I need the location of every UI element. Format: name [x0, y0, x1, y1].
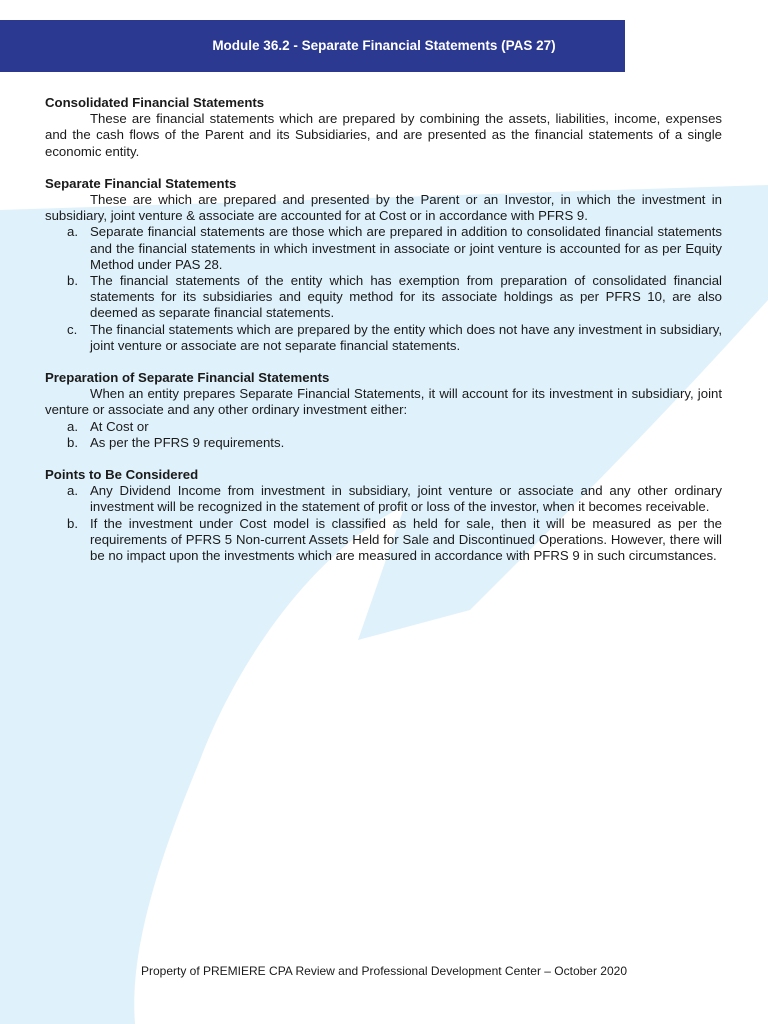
section-separate [45, 176, 722, 354]
document-body [45, 95, 722, 580]
section-title: Points to Be Considered [45, 467, 199, 483]
section-preparation [45, 370, 722, 451]
list-item-text: If the investment under Cost model is classified as held for sale, then it will be measured as per the requirements of PFRS 5 Non-current Assets Held for Sale and Discontinued Operations. However, there will be no impact upon the investments which are measured in accordance with PFRS 9 in such circumstances. [90, 515, 722, 564]
section-paragraph: When an entity prepares Separate Financial Statements, it will account for its investment in subsidiary, joint venture or associate and any other ordinary investment either: [45, 386, 722, 418]
section-title: Preparation of Separate Financial Statements [45, 370, 330, 386]
list-item [45, 516, 722, 565]
list-marker: b. [67, 273, 78, 289]
list-item-text: At Cost or [90, 418, 149, 434]
list-item [45, 322, 722, 354]
list-marker: b. [67, 515, 78, 531]
page-footer: Property of PREMIERE CPA Review and Professional Development Center – October 2020 [140, 964, 627, 978]
list-item [45, 419, 722, 435]
list-item-text: Separate financial statements are those which are prepared in addition to consolidated financial statements and the financial statements in which investment in associate or joint venture is accounted for as per Equity Method under PAS 28. [90, 224, 722, 272]
list-item [45, 273, 722, 322]
section-title: Separate Financial Statements [45, 175, 237, 191]
preparation-list [45, 419, 722, 451]
list-item-text: The financial statements of the entity which has exemption from preparation of consolidated financial statements for its subsidiaries and equity method for its associate holdings as per PFRS 10, are also deemed as separate financial statements. [90, 273, 722, 321]
section-paragraph: These are financial statements which are prepared by combining the assets, liabilities, income, expenses and the cash flows of the Parent and its Subsidiaries, and are presented as the financial statements of a single economic entity. [45, 111, 722, 159]
separate-list [45, 224, 722, 354]
list-marker: c. [67, 321, 78, 337]
list-marker: a. [67, 224, 78, 240]
list-marker: a. [67, 483, 78, 499]
document-title: Module 36.2 - Separate Financial Statements (PAS 27) [212, 38, 556, 53]
section-title: Consolidated Financial Statements [45, 95, 265, 110]
list-item-text: Any Dividend Income from investment in subsidiary, joint venture or associate and any other ordinary investment will be recognized in the statement of profit or loss of the investor, when it becomes receivable. [90, 483, 722, 515]
list-item-text: As per the PFRS 9 requirements. [90, 434, 285, 450]
list-item [45, 435, 722, 451]
section-points [45, 467, 722, 564]
section-consolidated [45, 95, 722, 160]
list-item-text: The financial statements which are prepared by the entity which does not have any investment in subsidiary, joint venture or associate are not separate financial statements. [90, 321, 722, 353]
list-marker: b. [67, 434, 78, 450]
list-item [45, 224, 722, 273]
section-paragraph: These are which are prepared and presented by the Parent or an Investor, in which the investment in subsidiary, joint venture & associate are accounted for at Cost or in accordance with PFRS 9. [45, 192, 722, 224]
list-marker: a. [67, 418, 78, 434]
points-list [45, 483, 722, 564]
list-item [45, 483, 722, 515]
